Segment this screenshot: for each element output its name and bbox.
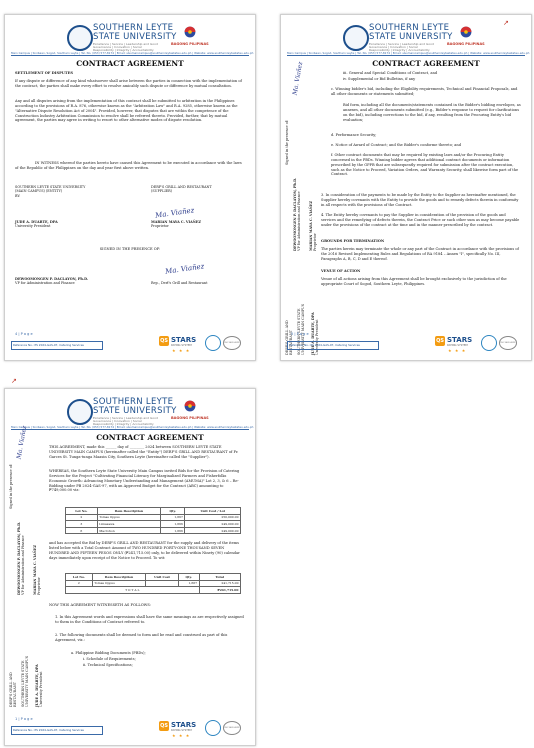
page-number: 4 | P a g e: [15, 332, 33, 336]
star-icon: ★ ★ ★: [172, 348, 191, 353]
seal-icon: [205, 335, 221, 351]
accepted-paragraph: and has accepted the Bid by DERF'S GRILL AND RESTAURANT for the supply and delivery of the items listed below with a Total Contract Amount of TWO HUNDRED FORTY-ONE THOUSAND SEVEN HUNDRED AND FIFTEEN PESOS ONLY (₱241,715.00) only, to be delivered within Ninety (90) calendar days immediately upon receipt of the Notice to Proceed. To wit:: [49, 541, 240, 560]
iso-badge: ISO 9001:2015: [223, 721, 241, 735]
seal-icon: [205, 720, 221, 736]
bagong-pilipinas-logo-icon: [181, 399, 199, 413]
page-footer: [11, 717, 249, 739]
table-row: 2 Tomas Oppus 1,667 241,715.00: [66, 580, 241, 587]
stars-box-icon: QS: [160, 723, 168, 729]
contract-table: Lot No. Item Description Unit Cost Qty. Total 2 Tomas Oppus 1,667 241,715.00 T O T A L ₱241,715.00: [65, 573, 241, 594]
university-name: SOUTHERN LEYTE STATE UNIVERSITY Excellence | Service | Leadership and Good Governance | Innovation | Social Responsibility | Integrity | Accountability: [369, 23, 453, 52]
margin-signatory2: MARIAN MAYA C. VIAÑEZ Proprietor: [309, 201, 318, 251]
iso-badge: ISO 9001:2015: [499, 336, 517, 350]
handwritten-signature: Ma. Viañez: [291, 61, 305, 96]
paragraph: If any dispute or difference of any kind whatsoever shall arise between the parties in connection with the implementation of the contract, the parties shall make every effort to resolve amicably such dispute or difference by mutual consultation.: [15, 79, 242, 88]
stars-box-icon: QS: [436, 338, 444, 344]
list-item: ii. Technical Specifications;: [83, 663, 133, 667]
bagong-pilipinas-label: BAGONG PILIPINAS: [447, 42, 485, 46]
address-line: Main Campus | Sinibaan, Sogod, Southern Leyte | Tel. No. (053) 577-8174 | Email: slsumaincampus@southernleytestateu.edu.ph | Website: www.southernleytestateu.edu.ph: [11, 51, 254, 55]
university-logo-icon: [343, 25, 369, 51]
numbered-paragraph: 2. The following documents shall be deemed to form and be read and construed as part of this Agreement, viz.:: [55, 633, 228, 642]
address-line: Main Campus | Sinibaan, Sogod, Southern Leyte | Tel. No. (053) 577-8174 | Email: slsumaincampus@southernleytestateu.edu.ph | Website: www.southernleytestateu.edu.ph: [287, 51, 530, 55]
party2-block: DERF'S GRILL AND RESTAURANT (SUPPLIER): [151, 185, 212, 194]
star-icon: ★ ★ ★: [172, 733, 191, 738]
intro-paragraph: THIS AGREEMENT, made this ______ day of ________ 2024 between SOUTHERN LEYTE STATE UNIVERSITY MAIN CAMPUS (hereinafter called the "Entity") DERF'S GRILL AND RESTAURANT of Fr. Garces St. Tunga-tunga Maasin City, Southern Leyte (hereinafter called the "Supplier").: [49, 445, 239, 459]
party1-block: SOUTHERN LEYTE STATE UNIVERSITY (MAIN CAMPUS) (ENTITY) BY:: [15, 185, 86, 198]
university-name: SOUTHERN LEYTE STATE UNIVERSITY Excellence | Service | Leadership and Good Governance | Innovation | Social Responsibility | Integrity | Accountability: [93, 397, 177, 426]
page-header: [5, 21, 255, 55]
corner-mark: ↗: [503, 19, 509, 27]
margin-witness1: DEWOOMONGEN P. DACLAYON, Ph.D. VP for Administration and Finance: [293, 177, 302, 251]
list-item: c. Winning bidder's bid, including the Eligibility requirements, Technical and Financial Proposals, and all other documents or statements submitted;: [331, 87, 518, 96]
margin-entity1: DERF'S GRILL AND RESTAURANT: [9, 672, 18, 707]
page-footer: [11, 332, 249, 354]
stars-box-icon: QS: [160, 338, 168, 344]
list-item: f. Other contract documents that may be required by existing laws and/or the Procuring Entity concerned in the PBDs. Winning bidder agrees that additional contract documents or information prescribed by the GPPB that are subsequently required for submission after the contract execution, such as the Notice to Proceed, Variation Orders, and Warranty Security, shall likewise form part of the Contract.: [331, 153, 519, 177]
reference-number: Reference No.: PS 2024-GAS-97, Catering Services: [11, 341, 103, 350]
paragraph: Any and all disputes arising from the implementation of this contract shall be submitted to arbitration in the Philippines according to the provisions of R.A. 876, otherwise known as the "Arbitration Law" and R.A. 9285, otherwise known as the "Alternative Dispute Resolution Act of 2004". Provided, however, that disputes that are within the competence of the Construction Industry Arbitration Commission to resolve shall be referred thereto. Provided, further, that by mutual agreement, the parties may agree in writing to resort to other alternative modes of dispute resolution.: [15, 99, 238, 123]
handwritten-signature: Ma. Viañez: [15, 425, 29, 460]
university-name: SOUTHERN LEYTE STATE UNIVERSITY Excellence | Service | Leadership and Good Governance | Innovation | Social Responsibility | Integrity | Accountability: [93, 23, 177, 52]
section-heading: VENUE OF ACTION: [321, 269, 361, 273]
witness2-block: Rep., Derf's Grill and Restaurant: [151, 281, 208, 285]
stars-rating-logo: QS STARS RATING SYSTEM ★ ★ ★: [436, 336, 473, 353]
witness1-block: DEWOOMONGEN P. DACLAYON, Ph.D. VP for Administration and Finance: [15, 277, 89, 286]
reference-number: Reference No.: PS 2024-GAS-97, Catering Services: [287, 341, 379, 350]
list-item: e. Notice of Award of Contract; and the Bidder's conforme thereto; and: [331, 143, 461, 147]
table-row: 3 Limasawa 1,666 249,000.00: [66, 521, 241, 528]
page-header: [5, 395, 255, 429]
university-logo-icon: [67, 25, 93, 51]
margin-signed-label: Signed in the presence of:: [285, 119, 289, 165]
list-item: i. Schedule of Requirements;: [83, 657, 136, 661]
document-page-5: [280, 14, 532, 361]
iso-badge: ISO 9001:2015: [223, 336, 241, 350]
reference-number: Reference No.: PS 2024-GAS-97, Catering Services: [11, 726, 103, 735]
abc-table: Lot No. Item Description Qty. Unit Cost / Lot 2 Tomas Oppus 1,667 250,000.00 3 Limasawa 1,666 249,000.00 6 Macrohon 1,666 249,000.00: [65, 507, 241, 534]
page-title: CONTRACT AGREEMENT: [372, 59, 480, 68]
page-number: 5 | P a g e: [291, 332, 309, 336]
seal-icon: [481, 335, 497, 351]
list-item: iii. General and Special Conditions of Contract, and: [343, 71, 438, 75]
section-heading: SETTLEMENT OF DISPUTES: [15, 71, 73, 75]
margin-witness1: DEWOOMONGEN P. DACLAYON, Ph.D. VP for Administration and Finance: [17, 521, 26, 595]
table-row: 2 Tomas Oppus 1,667 250,000.00: [66, 514, 241, 521]
numbered-paragraph: 1. In this Agreement words and expressions shall have the same meanings as are respectively assigned to them in the Conditions of Contract referred to.: [55, 615, 244, 624]
university-logo-icon: [67, 399, 93, 425]
stars-rating-logo: QS STARS RATING SYSTEM ★ ★ ★: [160, 721, 197, 738]
paragraph: Venue of all actions arising from this Agreement shall be brought exclusively to the jurisdiction of the appropriate Court of Sogod, Southern Leyte, Philippines.: [321, 277, 507, 286]
star-icon: ★ ★ ★: [448, 348, 467, 353]
paragraph: The parties herein may terminate the whole or any part of the Contract in accordance with the provisions of the 2016 Revised Implementing Rules and Regulations of RA 9184 – Annex "I", specifically No. III, Paragraphs A, B, C, D and E thereof.: [321, 247, 519, 261]
table-row: 6 Macrohon 1,666 249,000.00: [66, 527, 241, 534]
address-line: Main Campus | Sinibaan, Sogod, Southern Leyte | Tel. No. (053) 577-8174 | Email: slsumaincampus@southernleytestateu.edu.ph | Website: www.southernleytestateu.edu.ph: [11, 425, 254, 429]
margin-signatory1: JUDE A. DUARTE, DPA University President: [35, 664, 44, 707]
list-item-body: Bid form, including all the documents/statements contained in the Bidder's bidding envelopes, as annexes, and all other documents submitted (e.g., Bidder's response to request for clarifications on the bid), including corrections to the bid, if any, resulting from the Procuring Entity's bid evaluation;: [343, 103, 521, 122]
signed-presence-label: SIGNED IN THE PRESENCE OF:: [99, 247, 161, 251]
margin-signed-label: Signed in the presence of:: [9, 463, 13, 509]
whereas-paragraph: WHEREAS, the Southern Leyte State University Main Campus invited Bids for the Provision of Catering Services for the Project "Cultivating Financial Literacy for Marginalized Farmers and Fisherfolks Economic Growth: Advancing Monetary Understanding and Management (AMUMA)" Lot 2, 3, & 6 – Re-Bidding under PB 2024-GAS-97, with an Approved Budget for the Contract (ABC) amounting to ₱749,000.00 viz:: [49, 469, 240, 493]
table-total-row: T O T A L ₱241,715.00: [66, 587, 241, 594]
page-title: CONTRACT AGREEMENT: [96, 433, 204, 442]
numbered-paragraph: 3. In consideration of the payments to be made by the Entity to the Supplier as hereinafter mentioned, the Supplier hereby covenants with the Entity to provide the goods and to remedy defects therein in conformity in all respects with the provisions of the Contract.: [321, 193, 519, 207]
bagong-pilipinas-label: BAGONG PILIPINAS: [171, 42, 209, 46]
signatory1-block: JUDE A. DUARTE, DPA University President: [15, 220, 58, 229]
margin-entity2: SOUTHERN LEYTE STATE UNIVERSITY MAIN CAMPUS: [297, 303, 306, 355]
list-item: d. Performance Security;: [331, 133, 377, 137]
margin-signatory1: JUDE A. DUARTE, DPA University President: [311, 312, 320, 355]
page-number: 1 | P a g e: [15, 717, 33, 721]
list-item: iv. Supplemental or Bid Bulletins, if any: [343, 77, 416, 81]
margin-signatory2: MARIAN MAYA C. VIAÑEZ Proprietor: [33, 545, 42, 595]
bagong-pilipinas-logo-icon: [181, 25, 199, 39]
paragraph: NOW THIS AGREEMENT WITNESSETH AS FOLLOWS:: [49, 603, 152, 607]
document-page-1: [4, 377, 256, 746]
document-page-4: [4, 14, 256, 361]
stars-rating-logo: QS STARS RATING SYSTEM ★ ★ ★: [160, 336, 197, 353]
bagong-pilipinas-label: BAGONG PILIPINAS: [171, 416, 209, 420]
bagong-pilipinas-logo-icon: [457, 25, 475, 39]
margin-entity2: SOUTHERN LEYTE STATE UNIVERSITY MAIN CAMPUS: [21, 655, 30, 707]
corner-mark: ↗: [11, 377, 17, 385]
handwritten-signature: Ma. Viañez: [164, 262, 205, 276]
list-item: a. Philippine Bidding Documents (PBDs);: [71, 651, 146, 655]
section-heading: GROUNDS FOR TERMINATION: [321, 239, 385, 243]
signatory2-block: MARIAN MAYA C. VIAÑEZ Proprietor: [151, 220, 201, 229]
page-title: CONTRACT AGREEMENT: [76, 59, 184, 68]
page-footer: [287, 332, 525, 354]
witness-paragraph: IN WITNESS whereof the parties hereto have caused this Agreement to be executed in accordance with the laws of the Republic of the Philippines on the day and year first above written.: [15, 161, 242, 170]
margin-entity1: DERF'S GRILL AND RESTAURANT: [285, 320, 294, 355]
numbered-paragraph: 4. The Entity hereby covenants to pay the Supplier in consideration of the provision of the goods and services and the remedying of defects therein, the Contract Price or such other sum as may become payable under the provisions of the contract at the time and in the manner prescribed by the contract.: [321, 213, 520, 227]
page-header: [281, 21, 531, 55]
handwritten-signature: Ma. Viañez: [154, 206, 195, 220]
